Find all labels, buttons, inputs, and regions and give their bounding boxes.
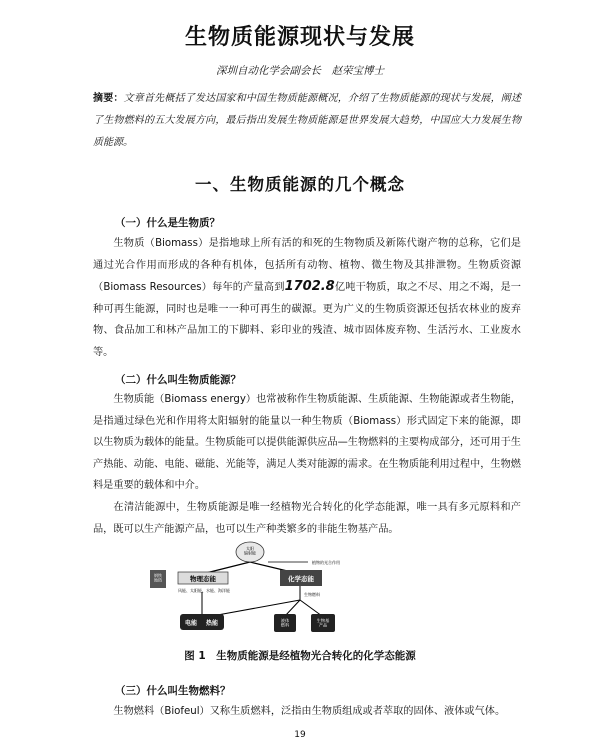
plant-note-label: 植物的光合作用: [312, 560, 340, 565]
paragraph-clean-energy: 在清洁能源中，生物质能源是唯一经植物光合转化的化学态能源，唯一具有多元原料和产品，既可以生产能源产品，也可以生产种类繁多的非能生物基产品。: [93, 502, 521, 535]
line-to-product: [300, 600, 322, 616]
page-number: 19: [294, 730, 306, 740]
paragraph-biomass-text-1: 生物质（Biomass）是指地球上所有活的和死的生物物质及新陈代谢产物的总称，它们是通过光合作用而形成的各种有机体，包括所有动物、植物、微生物及其排泄物。生物质资源（Biomass Resources）每年的产量高到: [93, 238, 521, 293]
biomass-number: 1702.8: [284, 279, 335, 294]
heat-label: 热能: [205, 620, 219, 627]
abstract-label: 摘要：: [93, 93, 124, 104]
author-line: 深圳自动化学会副会长 赵荣宝博士: [216, 65, 384, 77]
product-label: 生物基产品: [316, 618, 330, 628]
paragraph-biofuel: 生物燃料（Biofeul）又称生质燃料，泛指由生物质组成或者萃取的固体、液体或气体。: [113, 706, 506, 717]
electric-label: 电能: [184, 620, 198, 627]
subheading-2: （二）什么叫生物质能源？: [115, 374, 241, 386]
section-heading: 一、生物质能源的几个概念: [195, 175, 405, 194]
abstract-text: 文章首先概括了发达国家和中国生物质能源概况，介绍了生物质能源的现状与发展，阐述了生物燃料的五大发展方向，最后指出发展生物质能源是世界发展大趋势，中国应大力发展生物质能源。: [93, 93, 522, 148]
physical-label: 物理态能: [190, 575, 216, 583]
fuel-label: 液体燃料: [280, 618, 290, 628]
paragraph-biomass-text-2: 亿吨干物质，取之不尽、用之不竭，是一种可再生能源，同时也是唯一一种可再生的碳源。更为广义的生物质资源还包括农林业的废弃物、食品加工和林产品加工的下脚料、彩印业的残渣、城市固体废弃物、生活污水、工业废水等。: [93, 282, 521, 358]
page-title: 生物质能源现状与发展: [184, 25, 415, 50]
abstract: [93, 88, 521, 154]
subheading-1: （一）什么是生物质？: [115, 217, 220, 229]
sun-label: 太阳辐射能: [244, 546, 256, 556]
figure-caption: 图 1 生物质能源是经植物光合转化的化学态能源: [184, 650, 416, 662]
subheading-3: （三）什么叫生物燃料？: [115, 685, 231, 697]
paragraph-bioenergy: 生物质能（Biomass energy）也常被称作生物质能源、生质能源、生物能源或者生物能，是指通过绿色光和作用将太阳辐射的能量以一种生物质（Biomass）形式固定下来的能源，即以生物质为载体的能量。生物质能可以提供能源供应品—生物燃料的主要构成部分，还可用于生产热能、动能、电能、磁能、光能等，满足人类对能源的需求。在生物质能利用过程中，生物燃料是重要的载体和中介。: [93, 394, 521, 491]
left-small-label: 钢铁地热: [154, 573, 162, 583]
physical-sub-label: 风能、太阳能、水能、海洋能: [178, 588, 230, 593]
bioenergy-diagram: [150, 540, 350, 635]
chemical-label: 化学态能: [288, 575, 314, 583]
chemical-sub-label: 生物燃料: [304, 592, 320, 597]
paragraph-biomass: [93, 233, 521, 363]
